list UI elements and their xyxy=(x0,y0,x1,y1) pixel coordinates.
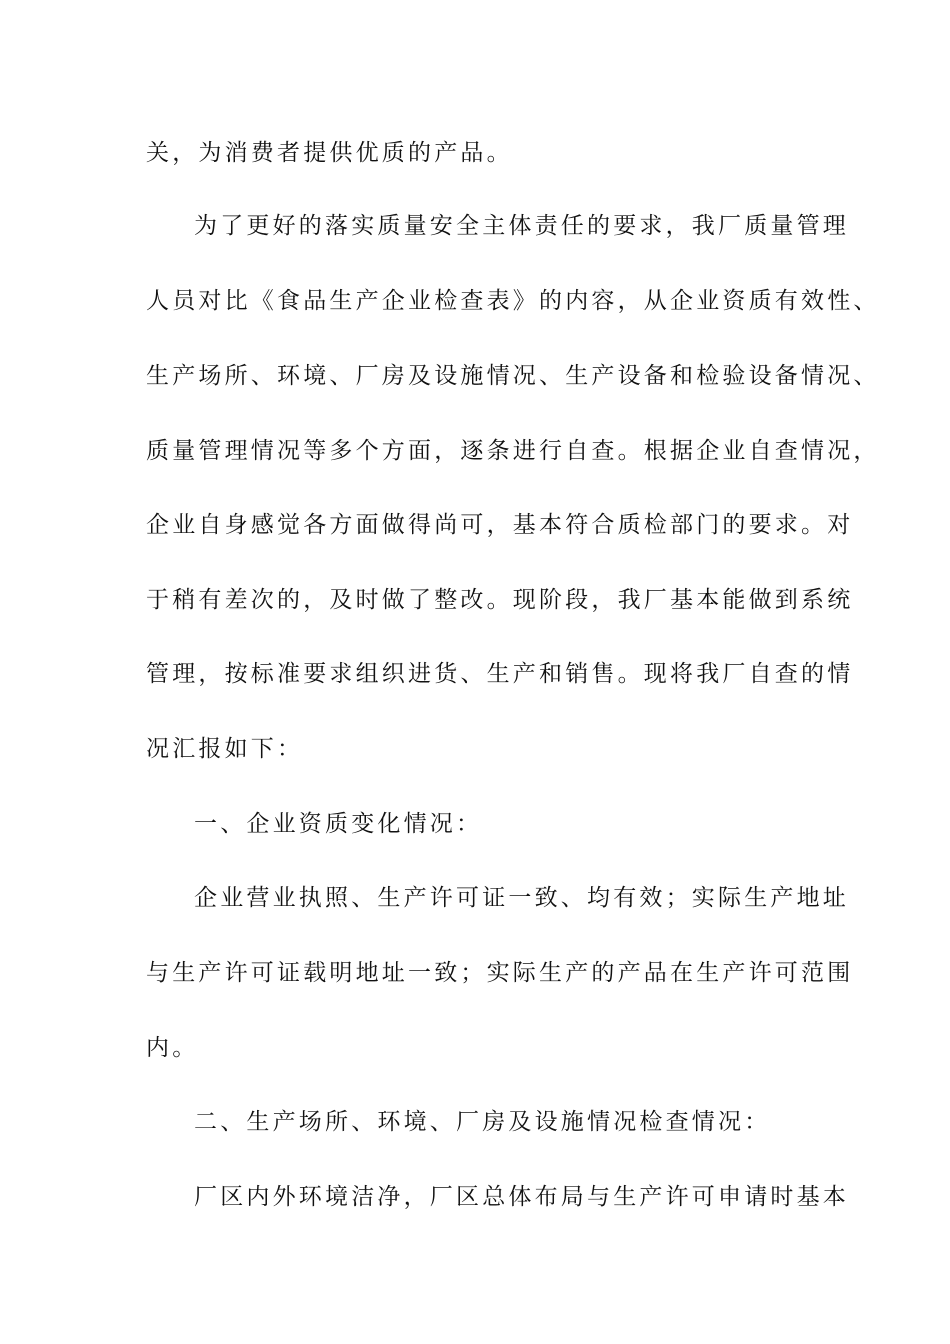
text-line: 于稍有差次的，及时做了整改。现阶段，我厂基本能做到系统 xyxy=(146,587,854,613)
section-heading-1: 一、企业资质变化情况： xyxy=(194,811,483,837)
paragraph-first-line: 企业营业执照、生产许可证一致、均有效；实际生产地址 xyxy=(194,885,849,911)
text-line: 与生产许可证载明地址一致；实际生产的产品在生产许可范围 xyxy=(146,960,854,986)
paragraph-first-line: 为了更好的落实质量安全主体责任的要求，我厂质量管理 xyxy=(194,213,849,239)
text-line: 企业自身感觉各方面做得尚可，基本符合质检部门的要求。对 xyxy=(146,512,854,538)
text-line: 质量管理情况等多个方面，逐条进行自查。根据企业自查情况， xyxy=(146,438,880,464)
text-line: 内。 xyxy=(146,1035,199,1061)
text-line: 况汇报如下： xyxy=(146,736,304,762)
text-line: 管理，按标准要求组织进货、生产和销售。现将我厂自查的情 xyxy=(146,661,854,687)
paragraph-first-line: 厂区内外环境洁净，厂区总体布局与生产许可申请时基本 xyxy=(194,1184,849,1210)
text-line: 关，为消费者提供优质的产品。 xyxy=(146,140,513,166)
text-line: 生产场所、环境、厂房及设施情况、生产设备和检验设备情况、 xyxy=(146,363,880,389)
text-line: 人员对比《食品生产企业检查表》的内容，从企业资质有效性、 xyxy=(146,288,880,314)
section-heading-2: 二、生产场所、环境、厂房及设施情况检查情况： xyxy=(194,1109,771,1135)
